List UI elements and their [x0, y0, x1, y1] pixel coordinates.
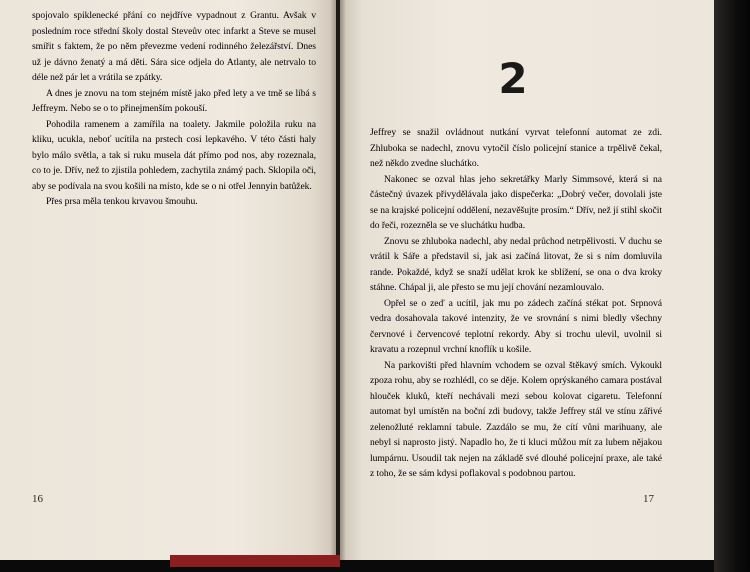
- right-page-text: [370, 125, 662, 482]
- chapter-number: 2: [498, 54, 528, 103]
- left-paragraph-3: Pohodila ramenem a zamířila na toalety. Jakmile položila ruku na kliku, ucukla, neboť ucítila na prstech cosi lepkavého. V této části haly bylo málo světla, a tak si ruku musela dát přímo pod nos, aby rozeznala, co to je. Dřív, než to zjistila pohledem, zachytila známý pach. Sklopila oči, aby se podívala na svou košili na místo, kde se o ni otřel Jennyin batůžek.: [32, 118, 316, 192]
- left-paragraph-4: Přes prsa měla tenkou krvavou šmouhu.: [46, 196, 198, 207]
- left-paragraph-2: A dnes je znovu na tom stejném místě jako před lety a ve tmě se líbá s Jeffreym. Nebo se o to přinejmenším pokouší.: [32, 87, 316, 114]
- left-page-text: [32, 8, 316, 210]
- right-paragraph-1: Jeffrey se snažil ovládnout nutkání vyrvat telefonní automat ze zdi. Zhluboka se nadechl, znovu vytočil číslo policejní stanice a trpělivě čekal, než někdo zvedne sluchátko.: [370, 127, 662, 169]
- left-paragraph-1: spojovalo spiklenecké přání co nejdříve vypadnout z Grantu. Avšak v posledním roce střední školy dostal Steveův otec infarkt a Steve se musel smířit s faktem, že po něm převezme vedení rodinného železářství. Dnes už je dávno ženatý a má děti. Sára sice odjela do Atlanty, ale netrvalo to déle než pár let a vrátila se zpátky.: [32, 10, 316, 83]
- right-page-number: 17: [643, 493, 654, 505]
- book-gutter: [330, 0, 346, 560]
- book-binding-edge: [170, 555, 340, 567]
- right-paragraph-5: Na parkovišti před hlavním vchodem se ozval štěkavý smích. Vykoukl zpoza rohu, aby se rozhlédl, co se děje. Kolem oprýskaného camara postával hlouček kluků, kteří nechávali mezi sebou kolovat cigaretu. Telefonní automat byl umístěn na boční zdi budovy, takže Jeffrey stál ve stínu zářivé zelenožluté reklamní tabule. Zazdálo se mu, že cítí vůni marihuany, ale nebyl si naprosto jistý. Napadlo ho, že ti kluci můžou mít za lubem nějakou lumpárnu. Usoudil tak nejen na základě své dlouhé policejní praxe, ale také z toho, že se sám kdysi poflakoval s podobnou partou.: [370, 359, 662, 479]
- right-paragraph-3: Znovu se zhluboka nadechl, aby nedal průchod netrpělivosti. V duchu se vrátil k Sáře a představil si, jak asi začíná litovat, že si s ním domluvila rande. Pokaždé, když se snaží udělat krok ke sblížení, se ona o dva kroky stáhne. Chápal ji, ale přesto se mu její chování nezamlouvalo.: [370, 235, 662, 293]
- book-right-edge: [714, 0, 750, 572]
- right-paragraph-2: Nakonec se ozval hlas jeho sekretářky Marly Simmsové, která si na částečný úvazek přivydělávala jako dispečerka: „Dobrý večer, dovolali jste se na krajské policejní oddělení, nezavěšujte prosím.“ Dřív, než jí stihl skočit do řeči, rozezněla se ve sluchátku hudba.: [370, 173, 662, 231]
- right-paragraph-4: Opřel se o zeď a ucítil, jak mu po zádech začíná stékat pot. Srpnová vedra dosahovala takové intenzity, že ve srovnání s nimi bledly všechny červnové i červencové teplotní rekordy. Aby si trochu ulevil, uvolnil si kravatu a rozepnul vrchní knoflík u košile.: [370, 297, 662, 355]
- left-page-number: 16: [32, 493, 43, 505]
